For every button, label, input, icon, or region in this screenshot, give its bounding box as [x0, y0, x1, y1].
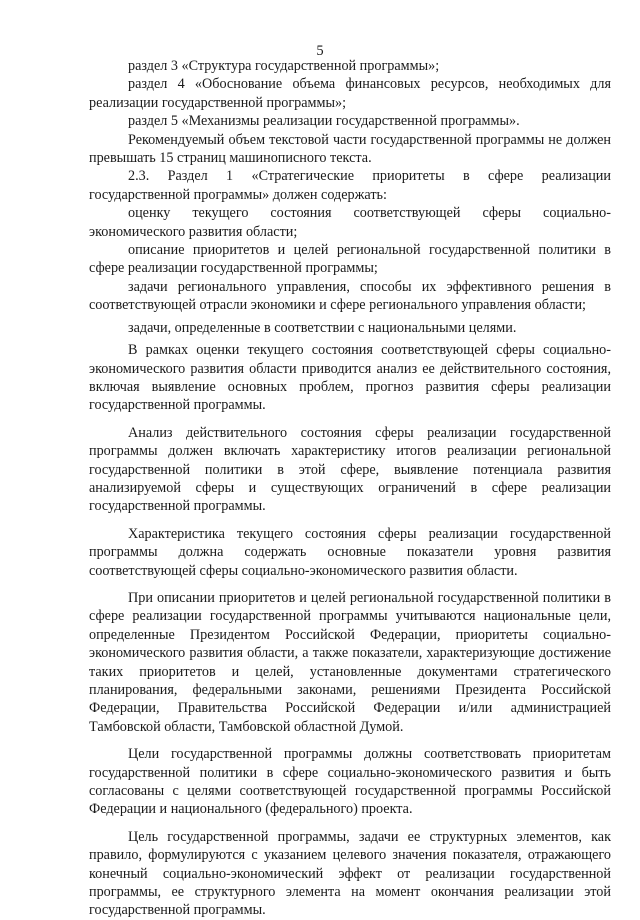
paragraph-characteristics: Характеристика текущего состояния сферы реализации государственной программы должна содержать основные показатели уровня развития соответствующей сферы социально-экономического развития области.	[89, 525, 611, 579]
paragraph-item-national-goals: задачи, определенные в соответствии с национальными целями.	[128, 319, 517, 336]
paragraph-goal-formulation: Цель государственной программы, задачи ее структурных элементов, как правило, формулируются с указанием целевого значения показателя, отражающего конечный социально-экономический эффект от реализации государственной программы, ее структурного элемента на момент окончания реализации этой государственной программы.	[89, 828, 611, 919]
document-body	[89, 57, 611, 920]
paragraph-section-5: раздел 5 «Механизмы реализации государственной программы».	[128, 113, 520, 130]
paragraph-section-3: раздел 3 «Структура государственной программы»;	[128, 58, 440, 74]
paragraph-section-4: раздел 4 «Обоснование объема финансовых ресурсов, необходимых для реализации государственной программы»;	[89, 76, 611, 111]
paragraph-item-priorities: описание приоритетов и целей региональной государственной политики в сфере реализации государственной программы;	[89, 242, 611, 277]
paragraph-item-assessment: оценку текущего состояния соответствующей сферы социально-экономического развития области;	[89, 205, 611, 240]
paragraph-item-tasks: задачи регионального управления, способы их эффективного решения в соответствующей отрасли экономики и сфере регионального управления области;	[89, 278, 611, 314]
paragraph-assessment-scope: В рамках оценки текущего состояния соответствующей сферы социально-экономического развития области приводится анализ ее действительного состояния, включая выявление основных проблем, прогноз развития сферы реализации государственной программы.	[89, 342, 611, 414]
paragraph-program-goals: Цели государственной программы должны соответствовать приоритетам государственной политики в сфере социально-экономического развития и быть согласованы с целями соответствующей государственной программы Российской Федерации и национального (федерального) проекта.	[89, 746, 611, 818]
paragraph-clause-2-3: 2.3. Раздел 1 «Стратегические приоритеты в сфере реализации государственной программы» должен содержать:	[89, 168, 611, 203]
paragraph-text-volume: Рекомендуемый объем текстовой части государственной программы не должен превышать 15 страниц машинописного текста.	[89, 131, 611, 167]
page-number: 5	[316, 43, 324, 59]
paragraph-priorities-description: При описании приоритетов и целей региональной государственной политики в сфере реализации государственной программы учитываются национальные цели, определенные Президентом Российской Федерации, приоритеты социально-экономического развития области, а также показатели, характеризующие достижение таких приоритетов и целей, установленные документами стратегического планирования, федеральными законами, решениями Президента Российской Федерации, Правительства Российской Федерации и/или администрацией Тамбовской области, Тамбовской областной Думой.	[89, 589, 611, 735]
paragraph-analysis: Анализ действительного состояния сферы реализации государственной программы должен включать характеристику итогов реализации региональной государственной политики в этой сфере, выявление потенциала развития анализируемой сферы и существующих ограничений в сфере реализации государственной программы.	[89, 424, 611, 515]
